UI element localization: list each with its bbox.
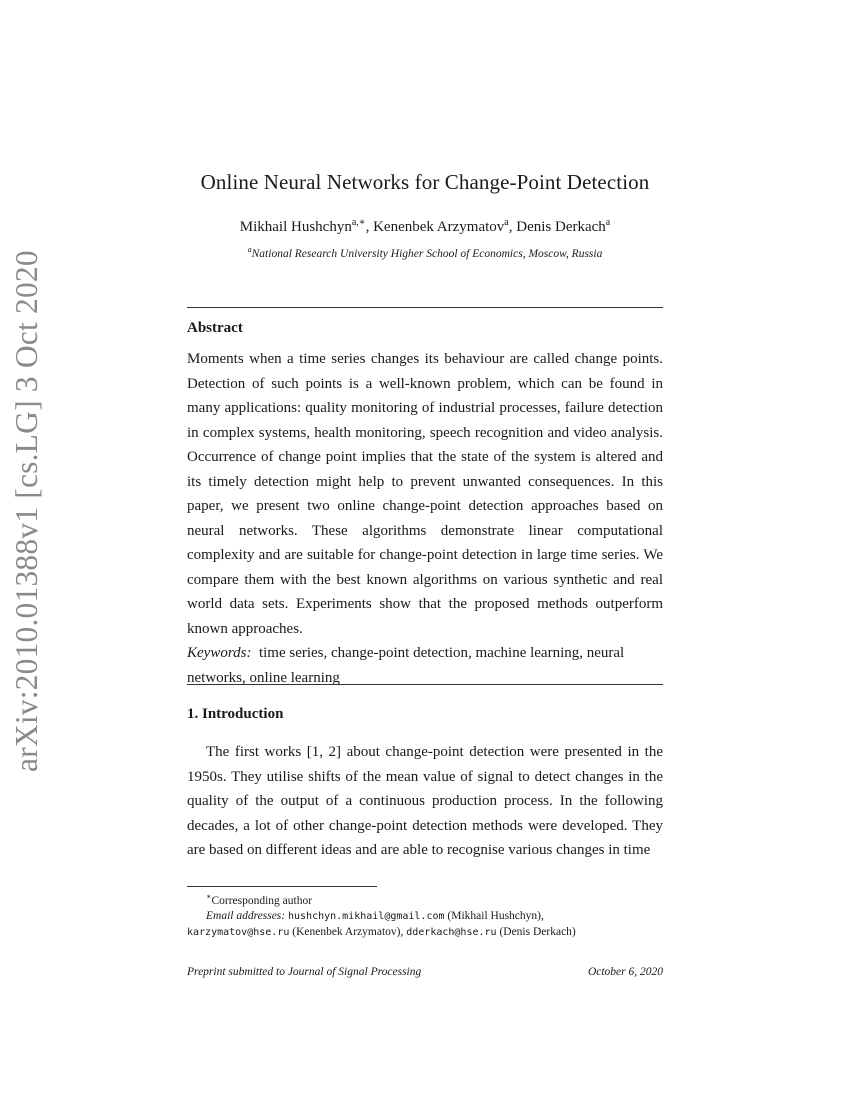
affiliation-mark: a: [247, 245, 252, 254]
footnote-mark: ∗: [206, 892, 212, 901]
author-name: Kenenbek Arzymatov: [373, 219, 505, 235]
introduction-paragraph: The first works [1, 2] about change-point detection were presented in the 1950s. They utilise shifts of the mean value of signal to detect changes in the quality of the output of a continuous production process. In the following decades, a lot of other change-point detection methods were developed. They are based on different ideas and are able to recognise various changes in time: [187, 744, 663, 858]
email-owner: (Denis Derkach): [496, 925, 576, 938]
email-owner: (Mikhail Hushchyn),: [444, 910, 544, 923]
abstract-bottom-rule: [187, 684, 663, 685]
author-list: [0, 217, 850, 236]
preprint-note: Preprint submitted to Journal of Signal Processing: [187, 966, 422, 978]
submission-date: October 6, 2020: [587, 966, 663, 978]
email-address: hushchyn.mikhail@gmail.com: [287, 911, 445, 923]
affiliation: [0, 245, 850, 260]
abstract-text: Moments when a time series changes its behaviour are called change points. Detection of such points is a well-known problem, which can be found in many applications: quality monitoring of industrial processes, failure detection in complex systems, health monitoring, speech recognition and video analysis. Occurrence of change point implies that the state of the system is altered and its timely detection might help to prevent unwanted consequences. In this paper, we present two online change-point detection approaches based on neural networks. These algorithms demonstrate linear computational complexity and are suitable for change-point detection in large time series. We compare them with the best known algorithms on various synthetic and real world data sets. Experiments show that the proposed methods outperform known approaches.: [187, 351, 663, 637]
keywords-label: Keywords:: [187, 645, 252, 661]
email-address: karzymatov@hse.ru: [187, 926, 290, 938]
footnote-corresponding: [187, 889, 663, 909]
section-heading: 1. Introduction: [187, 706, 284, 722]
footnote-emails: [187, 909, 663, 925]
author-name: Denis Derkach: [516, 219, 606, 235]
author-mark: a: [605, 217, 611, 228]
keywords: [187, 641, 663, 690]
introduction-body: [187, 740, 663, 863]
footnote: [187, 889, 663, 940]
keywords-text: time series, change-point detection, machine learning, neural networks, online learning: [187, 645, 625, 686]
footnote-corresponding-text: Corresponding author: [211, 894, 313, 907]
email-label: Email addresses:: [206, 910, 286, 923]
author-name: Mikhail Hushchyn: [239, 219, 352, 235]
author-mark: a,∗: [351, 217, 366, 228]
paper-title: Online Neural Networks for Change-Point Detection: [200, 170, 650, 194]
footnote-rule: [187, 886, 377, 887]
abstract-body: [187, 347, 663, 690]
footnote-emails-cont: [187, 925, 663, 941]
affiliation-text: National Research University Higher School of Economics, Moscow, Russia: [251, 247, 603, 260]
email-address: dderkach@hse.ru: [406, 926, 497, 938]
abstract-top-rule: [187, 307, 663, 308]
author-separator: ,: [508, 219, 517, 235]
author-mark: a: [504, 217, 509, 228]
abstract-heading: Abstract: [187, 320, 243, 336]
author-separator: ,: [365, 219, 374, 235]
email-owner: (Kenenbek Arzymatov),: [289, 925, 407, 938]
arxiv-identifier: arXiv:2010.01388v1 [cs.LG] 3 Oct 2020: [9, 250, 44, 772]
